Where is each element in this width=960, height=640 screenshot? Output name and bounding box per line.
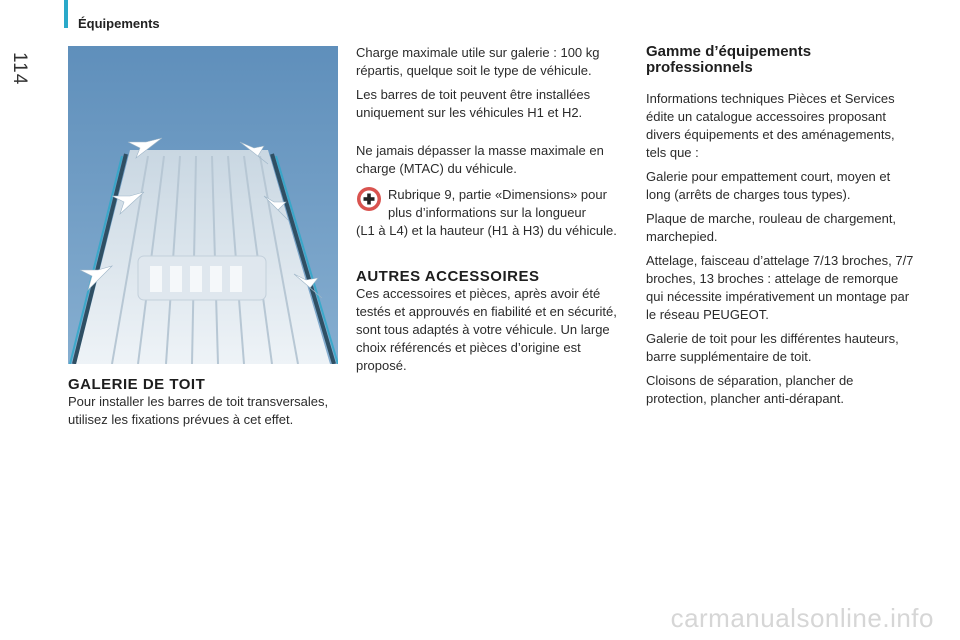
gamme-item-cloisons: Cloisons de séparation, plancher de protection, plancher anti-dérapant. (646, 373, 854, 406)
middle-column (356, 44, 632, 381)
right-column (646, 44, 914, 414)
left-column (68, 376, 338, 429)
autres-text: Ces accessoires et pièces, après avoir été testés et approuvés en fiabilité et en sécurité, sont tous adaptés à votre véhicule. Un large choix référencés et pièces d’origine est proposé. (356, 286, 617, 373)
gamme-item-galerie: Galerie pour empattement court, moyen et long (arrêts de charges tous types). (646, 169, 891, 202)
autres-title: AUTRES ACCESSOIRES (356, 268, 540, 285)
charge-text: Charge maximale utile sur galerie : 100 kg répartis, quelque soit le type de véhicule. (356, 45, 600, 78)
roof-rack-photo (68, 46, 338, 364)
page-number: 114 (9, 52, 30, 86)
info-rest: (L1 à L4) et la hauteur (H1 à H3) du véhicule. (356, 223, 617, 238)
plus-icon (356, 186, 382, 212)
galerie-text: Pour installer les barres de toit transversales, utilisez les fixations prévues à cet effet. (68, 394, 329, 427)
masse-text: Ne jamais dépasser la masse maximale en charge (MTAC) du véhicule. (356, 143, 604, 176)
gamme-item-attelage: Attelage, faisceau d’attelage 7/13 broches, 7/7 broches, 13 broches : attelage de remorque qui nécessite impérativement un montage par le réseau PEUGEOT. (646, 253, 914, 322)
gamme-item-plaque: Plaque de marche, rouleau de chargement, marchepied. (646, 211, 897, 244)
info-note (356, 186, 632, 240)
gamme-item-barres: Galerie de toit pour les différentes hauteurs, barre supplémentaire de toit. (646, 331, 899, 364)
barres-text: Les barres de toit peuvent être installées uniquement sur les véhicules H1 et H2. (356, 87, 591, 120)
info-line-1: Rubrique 9, partie «Dimensions» pour (388, 187, 607, 202)
gamme-intro: Informations techniques Pièces et Services édite un catalogue accessoires proposant divers équipements et des aménagements, tels que : (646, 91, 895, 160)
galerie-title: GALERIE DE TOIT (68, 376, 206, 393)
gamme-title: Gamme d’équipements professionnels (646, 43, 812, 76)
section-header: Équipements (78, 16, 160, 31)
accent-bar (64, 0, 68, 28)
info-line-2: plus d’informations sur la longueur (388, 205, 586, 220)
watermark: carmanualsonline.info (670, 603, 934, 633)
